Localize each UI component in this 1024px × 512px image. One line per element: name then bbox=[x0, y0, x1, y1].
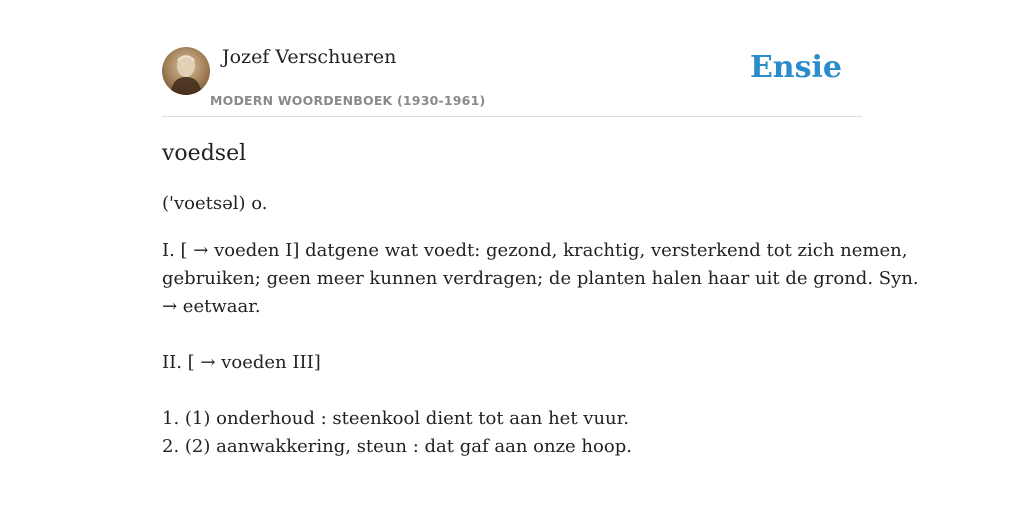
entry-headword: voedsel bbox=[162, 141, 247, 166]
entry-definition bbox=[162, 237, 919, 461]
entry-content bbox=[162, 138, 919, 461]
page-header bbox=[162, 44, 862, 117]
author-avatar[interactable] bbox=[162, 47, 210, 95]
definition-line: I. [ → voeden I] datgene wat voedt: gezond, krachtig, versterkend tot zich nemen, bbox=[162, 240, 908, 261]
spacer bbox=[162, 377, 870, 405]
author-name[interactable]: Jozef Verschueren bbox=[222, 46, 397, 68]
entry-pronunciation: ('voetsəl) o. bbox=[162, 193, 268, 214]
portrait-image bbox=[162, 47, 210, 95]
definition-line: gebruiken; geen meer kunnen verdragen; de planten halen haar uit de grond. Syn. bbox=[162, 268, 919, 289]
site-logo[interactable]: Ensie bbox=[749, 50, 842, 85]
definition-line: II. [ → voeden III] bbox=[162, 352, 321, 373]
definition-line: → eetwaar. bbox=[162, 296, 261, 317]
definition-line: 2. (2) aanwakkering, steun : dat gaf aan onze hoop. bbox=[162, 436, 632, 457]
dictionary-source[interactable]: MODERN WOORDENBOEK (1930-1961) bbox=[210, 93, 486, 108]
spacer bbox=[162, 321, 870, 349]
definition-line: 1. (1) onderhoud : steenkool dient tot aan het vuur. bbox=[162, 408, 629, 429]
